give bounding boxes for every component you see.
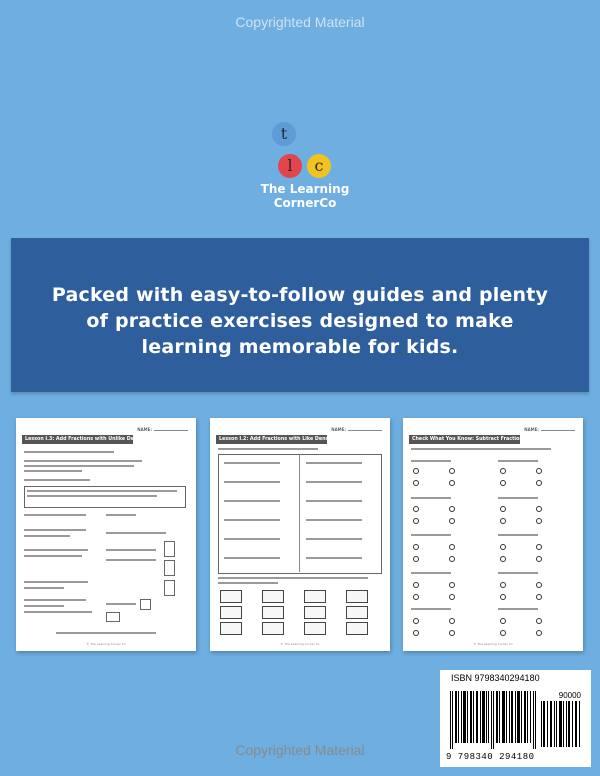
- tagline-line2: of practice exercises designed to make: [86, 310, 514, 332]
- logo-name-line2: CornerCo: [273, 196, 337, 210]
- price-code: 90000: [558, 691, 581, 700]
- barcode-digits: 9 798340 294180: [446, 752, 535, 762]
- logo-name-line1: The Learning: [260, 182, 350, 196]
- tagline-line1: Packed with easy-to-follow guides and plenty: [51, 284, 549, 306]
- sample-page-heading: Check What You Know: Subtract Fractions: [409, 435, 520, 444]
- logo-letter-t: t: [272, 122, 296, 146]
- sample-page-unlike-denominators: NAME: Lesson I.3: Add Fractions with Unlike Denominators © The Learning Corner Co: [16, 418, 196, 651]
- logo-letter-l: l: [278, 154, 302, 178]
- copyright-watermark-bottom: Copyrighted Material: [235, 742, 365, 758]
- sample-page-heading: Lesson I.2: Add Fractions with Like Denominators: [216, 435, 327, 444]
- isbn-number: ISBN 9798340294180: [451, 673, 540, 683]
- barcode-bars-main: [450, 691, 536, 749]
- name-field: NAME:: [331, 427, 382, 432]
- sample-page-like-denominators: NAME: Lesson I.2: Add Fractions with Like Denominators © The Learning Corner Co: [210, 418, 390, 651]
- publisher-logo: [260, 122, 353, 222]
- tagline-text: [21, 282, 579, 360]
- barcode-bars-addon: [541, 701, 581, 747]
- tagline-band: [11, 238, 589, 392]
- logo-wordmark: [255, 182, 355, 210]
- sample-page-heading: Lesson I.3: Add Fractions with Unlike Denominators: [22, 435, 133, 444]
- name-field: NAME:: [524, 427, 575, 432]
- logo-letter-c: c: [307, 154, 331, 178]
- copyright-watermark-top: Copyrighted Material: [235, 14, 365, 30]
- name-field: NAME:: [137, 427, 188, 432]
- sample-page-subtract-fractions: NAME: Check What You Know: Subtract Fractions © The Learning Corner Co: [403, 418, 583, 651]
- tagline-line3: learning memorable for kids.: [141, 336, 459, 358]
